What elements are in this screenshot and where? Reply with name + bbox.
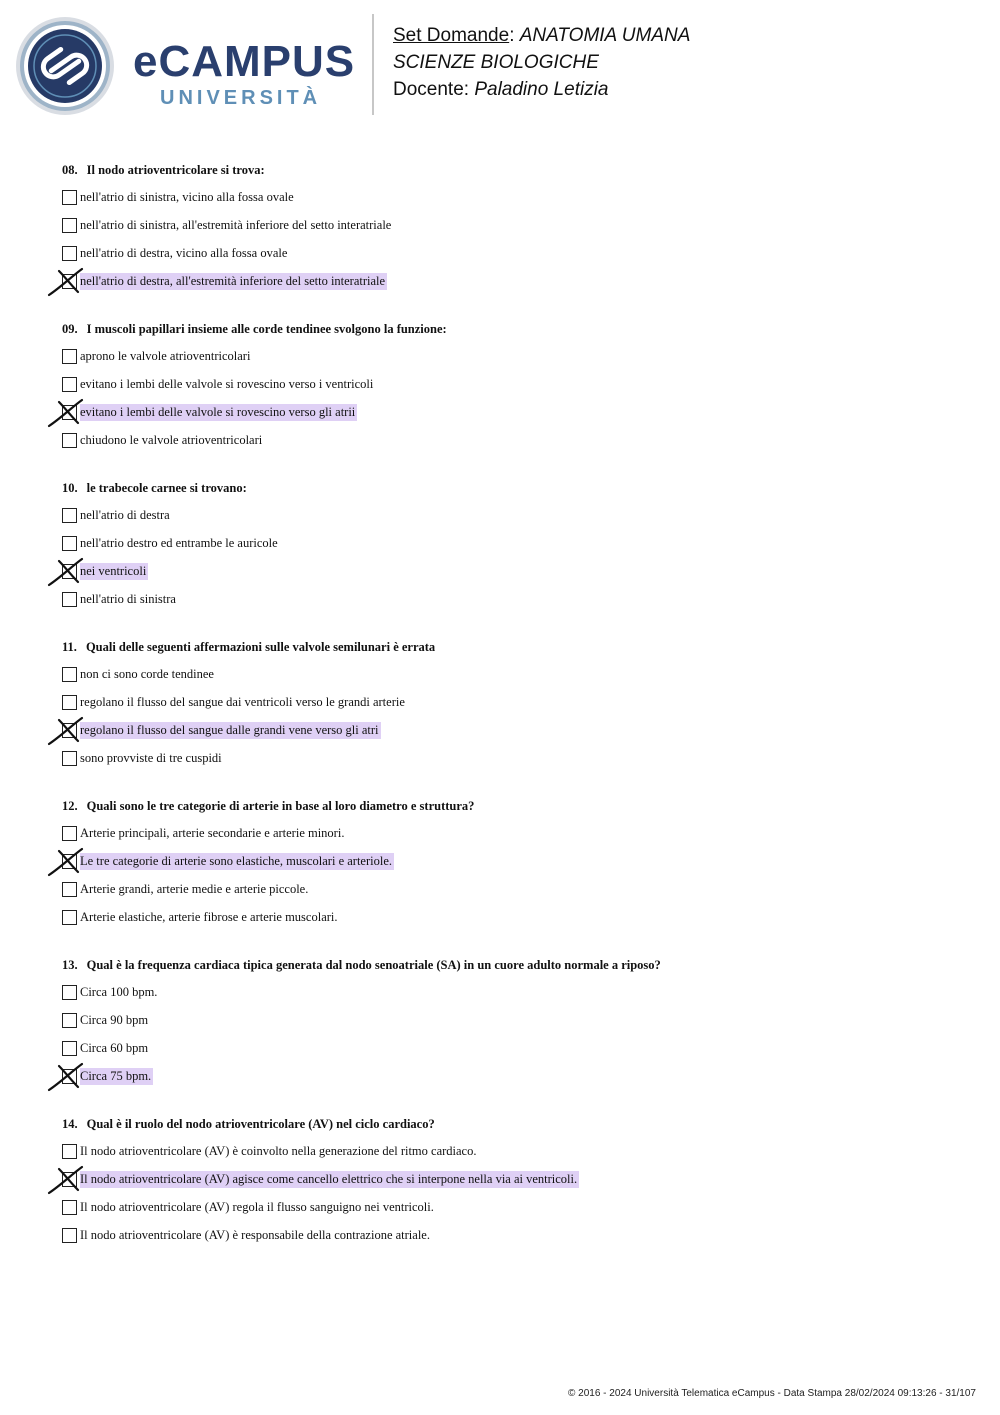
question-title [62,798,942,815]
answer-option[interactable] [62,1171,942,1199]
question-number: 12. [62,799,78,813]
answer-option[interactable] [62,348,942,376]
answer-option[interactable] [62,694,942,722]
ecampus-badge-logo-icon [15,16,115,116]
question-12 [62,798,942,937]
question-number: 08. [62,163,78,177]
answer-option[interactable] [62,432,942,460]
question-number: 13. [62,958,78,972]
answer-text: Il nodo atrioventricolare (AV) è coinvolto nella generazione del ritmo cardiaco. [80,1144,477,1158]
answer-option[interactable] [62,1012,942,1040]
checkbox[interactable] [62,882,77,897]
answer-option[interactable] [62,245,942,273]
question-number: 10. [62,481,78,495]
question-text: Qual è il ruolo del nodo atrioventricolare (AV) nel ciclo cardiaco? [86,1117,435,1131]
handwritten-cross-mark-icon [47,1163,85,1197]
answer-option[interactable] [62,881,942,909]
checkbox[interactable] [62,1041,77,1056]
answer-option[interactable] [62,909,942,937]
logo-wordmark: eCAMPUS [133,37,356,86]
answer-option[interactable] [62,722,942,750]
answer-text: Circa 100 bpm. [80,985,158,999]
answer-option[interactable] [62,1199,942,1227]
answer-option[interactable] [62,535,942,563]
answer-option[interactable] [62,825,942,853]
answer-text: evitano i lembi delle valvole si rovescino verso i ventricoli [80,377,374,391]
checkbox[interactable] [62,218,77,233]
question-title [62,1116,942,1133]
question-text: le trabecole carnee si trovano: [86,481,247,495]
checkbox[interactable] [62,433,77,448]
answer-option[interactable] [62,1068,942,1096]
answer-option[interactable] [62,666,942,694]
answer-option[interactable] [62,217,942,245]
question-11 [62,639,942,778]
answer-text: Arterie elastiche, arterie fibrose e arterie muscolari. [80,910,338,924]
answer-text: Arterie grandi, arterie medie e arterie piccole. [80,882,309,896]
handwritten-cross-mark-icon [47,714,85,748]
question-number: 11. [62,640,77,654]
answer-text: Circa 75 bpm. [80,1069,152,1083]
checkbox[interactable] [62,536,77,551]
teacher-name: Paladino Letizia [474,79,609,100]
checkbox[interactable] [62,377,77,392]
checkbox[interactable] [62,826,77,841]
answer-option[interactable] [62,507,942,535]
checkbox[interactable] [62,349,77,364]
answer-option[interactable] [62,189,942,217]
subject: ANATOMIA UMANA [519,25,691,46]
answer-text: nei ventricoli [80,564,147,578]
answer-option[interactable] [62,1227,942,1255]
handwritten-cross-mark-icon [47,555,85,589]
answer-option[interactable] [62,273,942,301]
handwritten-cross-mark-icon [47,265,85,299]
question-title [62,480,942,497]
answer-text: sono provviste di tre cuspidi [80,751,222,765]
question-text: I muscoli papillari insieme alle corde tendinee svolgono la funzione: [86,322,447,336]
answer-option[interactable] [62,853,942,881]
checkbox[interactable] [62,985,77,1000]
header-info [393,22,690,103]
question-text: Quali delle seguenti affermazioni sulle valvole semilunari è errata [85,640,436,654]
question-list [62,162,942,1275]
question-13 [62,957,942,1096]
answer-option[interactable] [62,376,942,404]
answer-text: evitano i lembi delle valvole si rovescino verso gli atrii [80,405,356,419]
set-label: Set Domande [393,25,510,46]
answer-option[interactable] [62,984,942,1012]
question-title [62,162,942,179]
handwritten-cross-mark-icon [47,845,85,879]
answer-option[interactable] [62,591,942,619]
answer-text: Circa 60 bpm [80,1041,149,1055]
question-08 [62,162,942,301]
footer: © 2016 - 2024 Università Telematica eCampus - Data Stampa 28/02/2024 09:13:26 - 31/107 [568,1388,976,1399]
checkbox[interactable] [62,592,77,607]
answer-text: chiudono le valvole atrioventricolari [80,433,263,447]
answer-text: Circa 90 bpm [80,1013,149,1027]
question-text: Quali sono le tre categorie di arterie in base al loro diametro e struttura? [86,799,475,813]
answer-option[interactable] [62,750,942,778]
answer-text: nell'atrio di destra [80,508,170,522]
logo-subtitle: UNIVERSITÀ [160,87,322,109]
answer-text: regolano il flusso del sangue dai ventricoli verso le grandi arterie [80,695,405,709]
checkbox[interactable] [62,508,77,523]
question-number: 14. [62,1117,78,1131]
checkbox[interactable] [62,695,77,710]
checkbox[interactable] [62,1228,77,1243]
answer-text: Arterie principali, arterie secondarie e arterie minori. [80,826,345,840]
question-title [62,957,942,974]
question-title [62,639,942,656]
set-line: Set Domande: ANATOMIA UMANA [393,25,691,46]
answer-option[interactable] [62,563,942,591]
teacher-line [393,76,690,103]
answer-text: nell'atrio di destra, all'estremità inferiore del setto interatriale [80,274,386,288]
answer-text: nell'atrio di destra, vicino alla fossa ovale [80,246,288,260]
answer-text: nell'atrio destro ed entrambe le auricole [80,536,278,550]
checkbox[interactable] [62,190,77,205]
question-number: 09. [62,322,78,336]
question-text: Qual è la frequenza cardiaca tipica generata dal nodo senoatriale (SA) in un cuore adulto normale a riposo? [86,958,661,972]
question-text: Il nodo atrioventricolare si trova: [86,163,265,177]
checkbox[interactable] [62,246,77,261]
checkbox[interactable] [62,751,77,766]
checkbox[interactable] [62,1200,77,1215]
answer-text: nell'atrio di sinistra [80,592,176,606]
answer-option[interactable] [62,404,942,432]
handwritten-cross-mark-icon [47,1060,85,1094]
checkbox[interactable] [62,667,77,682]
answer-text: Il nodo atrioventricolare (AV) regola il flusso sanguigno nei ventricoli. [80,1200,434,1214]
handwritten-cross-mark-icon [47,396,85,430]
answer-text: nell'atrio di sinistra, vicino alla fossa ovale [80,190,294,204]
question-10 [62,480,942,619]
answer-text: Le tre categorie di arterie sono elastiche, muscolari e arteriole. [80,854,392,868]
answer-text: Il nodo atrioventricolare (AV) agisce come cancello elettrico che si interpone nella via ai ventricoli. [80,1172,578,1186]
checkbox[interactable] [62,1144,77,1159]
question-09 [62,321,942,460]
answer-text: aprono le valvole atrioventricolari [80,349,251,363]
checkbox[interactable] [62,910,77,925]
answer-text: Il nodo atrioventricolare (AV) è responsabile della contrazione atriale. [80,1228,430,1242]
answer-text: non ci sono corde tendinee [80,667,214,681]
header-divider [372,14,374,115]
checkbox[interactable] [62,1013,77,1028]
answer-text: regolano il flusso del sangue dalle grandi vene verso gli atri [80,723,379,737]
answer-option[interactable] [62,1143,942,1171]
question-14 [62,1116,942,1255]
answer-option[interactable] [62,1040,942,1068]
question-title [62,321,942,338]
course: SCIENZE BIOLOGICHE [393,52,599,73]
teacher-label: Docente: [393,79,470,100]
answer-text: nell'atrio di sinistra, all'estremità inferiore del setto interatriale [80,218,392,232]
